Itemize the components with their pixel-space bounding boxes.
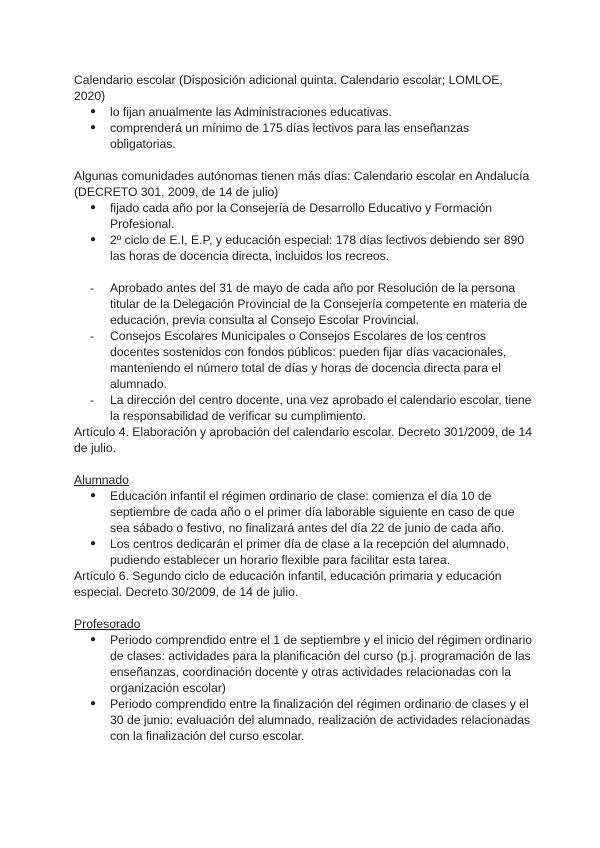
profesorado-bullet-list	[74, 632, 534, 744]
spacer	[74, 264, 534, 280]
bullet-icon: ●	[90, 202, 97, 213]
list-item	[90, 392, 534, 424]
spacer	[74, 456, 534, 472]
calendar-bullet-list	[74, 104, 534, 152]
andalucia-bullet-list	[74, 200, 534, 264]
list-item-text: Los centros dedicarán el primer día de clase a la recepción del alumnado, pudiendo establecer un horario flexible para facilitar esta tarea.	[110, 537, 510, 567]
approval-dash-list	[74, 280, 534, 424]
document-page	[74, 72, 534, 744]
list-item	[90, 536, 534, 568]
list-item	[90, 232, 534, 264]
list-item	[90, 696, 534, 744]
list-item	[90, 200, 534, 232]
list-item	[90, 328, 534, 392]
bullet-icon: ●	[90, 122, 97, 133]
list-item-text: comprenderá un mínimo de 175 días lectivos para las enseñanzas obligatorias.	[110, 121, 470, 151]
list-item-text: La dirección del centro docente, una vez aprobado el calendario escolar, tiene la responsabilidad de verificar su cumplimiento.	[110, 393, 532, 423]
article-4-reference: Artículo 4. Elaboración y aprobación del calendario escolar. Decreto 301/2009, de 14 de julio.	[74, 425, 533, 455]
list-item	[90, 632, 534, 696]
bullet-icon: ●	[90, 698, 97, 709]
list-item-text: Educación infantil el régimen ordinario de clase: comienza el día 10 de septiembre de cada año o el primer día laborable siguiente en caso de que sea sábado o festivo, no finalizará antes del día 22 de junio de cada año.	[110, 489, 515, 535]
list-item-text: Consejos Escolares Municipales o Consejos Escolares de los centros docentes sostenidos con fondos públicos: pueden fijar días vacacionales, manteniendo el número total de días y horas de docencia directa para el alumnado.	[110, 329, 507, 391]
spacer	[74, 152, 534, 168]
list-item	[90, 280, 534, 328]
bullet-icon: ●	[90, 106, 97, 117]
article-6-reference: Artículo 6. Segundo ciclo de educación infantil, educación primaria y educación especial. Decreto 30/2009, de 14 de julio.	[74, 569, 502, 599]
alumnado-bullet-list	[74, 488, 534, 568]
bullet-icon: ●	[90, 234, 97, 245]
profesorado-heading: Profesorado	[74, 617, 141, 631]
list-item	[90, 488, 534, 536]
bullet-icon: ●	[90, 490, 97, 501]
bullet-icon: ●	[90, 634, 97, 645]
dash-icon: -	[90, 281, 95, 295]
list-item-text: lo fijan anualmente las Administraciones educativas.	[110, 105, 392, 119]
andalucia-intro-paragraph: Algunas comunidades autónomas tienen más días: Calendario escolar en Andalucía (DECRETO 301, 2009, de 14 de julio)	[74, 169, 530, 199]
list-item	[90, 120, 534, 152]
dash-icon: -	[90, 393, 95, 407]
alumnado-heading: Alumnado	[74, 473, 129, 487]
dash-icon: -	[90, 329, 95, 343]
list-item-text: Aprobado antes del 31 de mayo de cada año por Resolución de la persona titular de la Delegación Provincial de la Consejería competente en materia de educación, previa consulta al Consejo Escolar Provincial.	[110, 281, 528, 327]
list-item	[90, 104, 534, 120]
spacer	[74, 600, 534, 616]
list-item-text: 2º ciclo de E.I, E.P, y educación especial: 178 días lectivos debiendo ser 890 las horas de docencia directa, incluidos los recreos.	[110, 233, 525, 263]
list-item-text: fijado cada año por la Consejería de Desarrollo Educativo y Formación Profesional.	[110, 201, 493, 231]
list-item-text: Periodo comprendido entre el 1 de septiembre y el inicio del régimen ordinario de clases: actividades para la planificación del curso (p.j. programación de las enseñanzas, coordinación docente y otras actividades relacionadas con la organización escolar)	[110, 633, 533, 695]
bullet-icon: ●	[90, 538, 97, 549]
calendar-intro-paragraph: Calendario escolar (Disposición adicional quinta. Calendario escolar; LOMLOE, 2020)	[74, 73, 503, 103]
list-item-text: Periodo comprendido entre la finalización del régimen ordinario de clases y el 30 de junio: evaluación del alumnado, realización de actividades relacionadas con la finalización del curso escolar.	[110, 697, 531, 743]
